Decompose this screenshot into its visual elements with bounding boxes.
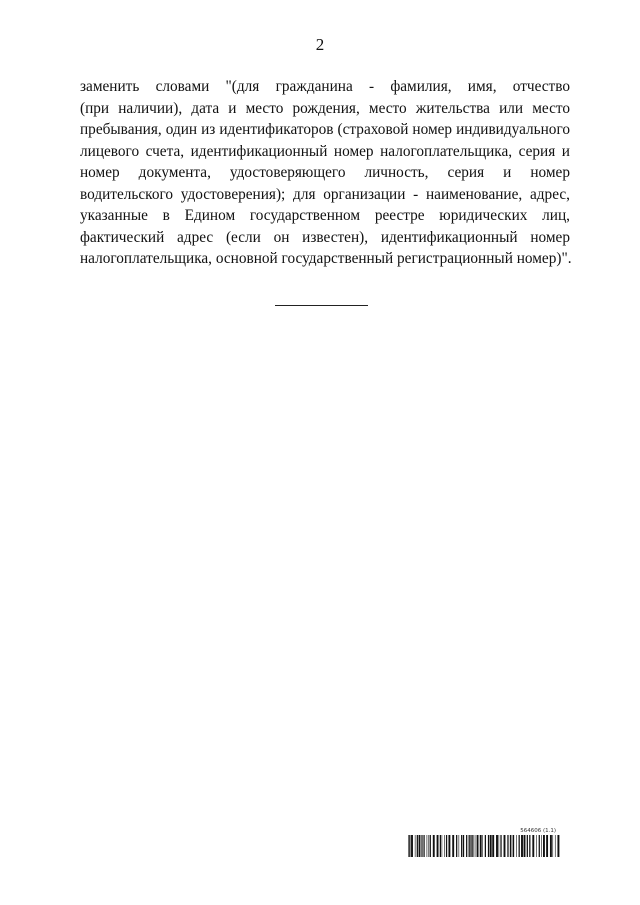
barcode <box>408 835 560 857</box>
text-line: фактический адрес (если он известен), идентификационный номер <box>80 228 570 246</box>
text-line: указанные в Едином государственном реестре юридических лиц, <box>80 207 570 224</box>
text-line: лицевого счета, идентификационный номер налогоплательщика, серия и <box>80 142 570 160</box>
text-line: пребывания, один из идентификаторов (страховой номер индивидуального <box>80 121 570 138</box>
text-line: номер документа, удостоверяющего личность, серия и номер <box>80 164 570 181</box>
separator-line <box>275 305 368 306</box>
barcode-block <box>408 828 560 857</box>
body-text <box>80 76 570 270</box>
text-line: (при наличии), дата и место рождения, место жительства или место <box>80 99 570 117</box>
text-line: заменить словами "(для гражданина - фамилия, имя, отчество <box>80 78 570 95</box>
text-line: водительского удостоверения); для организации - наименование, адрес, <box>80 185 570 203</box>
text-line: налогоплательщика, основной государственный регистрационный номер)". <box>80 250 572 267</box>
page-number: 2 <box>315 35 325 54</box>
barcode-caption: 564606 (1.1) <box>520 828 556 834</box>
